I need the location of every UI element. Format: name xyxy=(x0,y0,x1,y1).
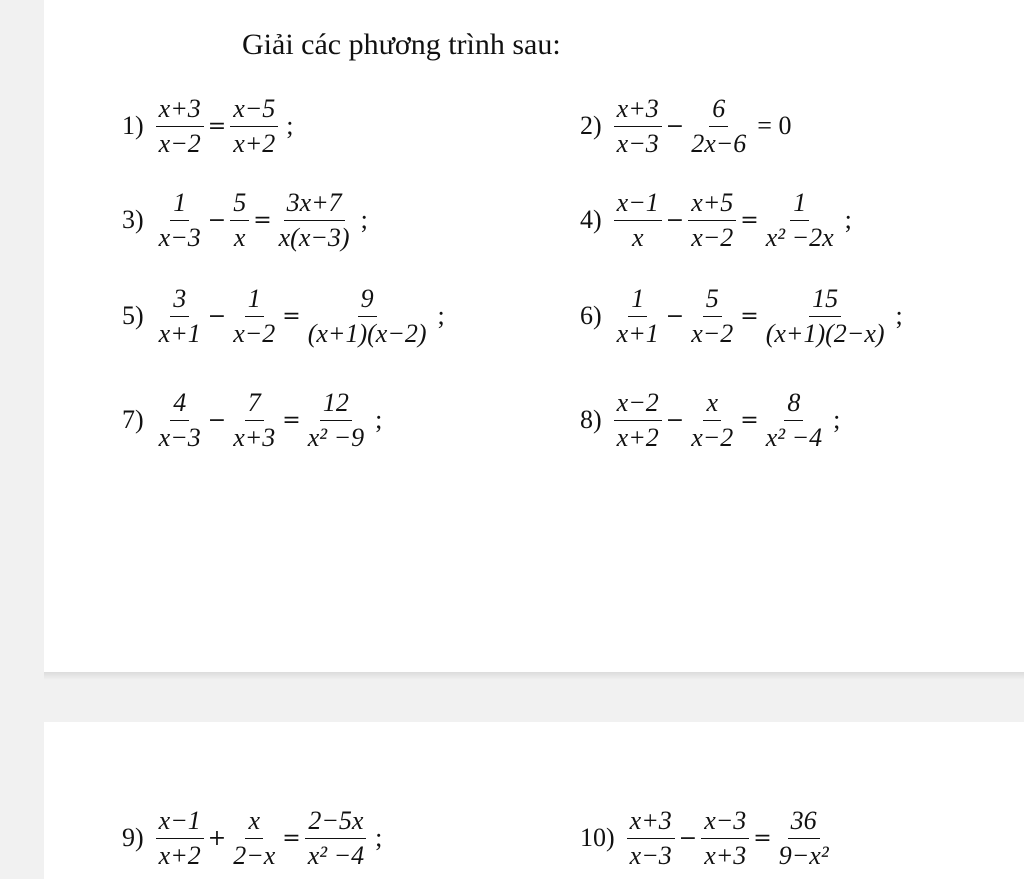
fraction xyxy=(763,388,825,453)
denominator: x+1 xyxy=(158,318,201,348)
fraction xyxy=(627,806,675,871)
equation-item xyxy=(580,388,840,453)
equation-tail: ; xyxy=(895,301,903,331)
numerator: x+5 xyxy=(688,188,736,221)
equation-number: 2) xyxy=(580,111,602,141)
fraction xyxy=(688,188,736,253)
fraction xyxy=(614,188,662,253)
fraction xyxy=(763,188,837,253)
numerator: 4 xyxy=(170,388,189,421)
equation-number: 3) xyxy=(122,205,144,235)
denominator: x² −4 xyxy=(307,840,365,870)
numerator: 3 xyxy=(170,284,189,317)
fraction xyxy=(156,94,204,159)
numerator: x xyxy=(703,388,721,421)
numerator: x+3 xyxy=(627,806,675,839)
denominator: x−2 xyxy=(691,422,734,452)
fraction xyxy=(763,284,888,349)
denominator: 9−x² xyxy=(778,840,829,870)
equation-item xyxy=(122,388,382,453)
fraction xyxy=(701,806,749,871)
equation-number: 10) xyxy=(580,823,615,853)
operator: = xyxy=(207,113,227,139)
denominator: x−3 xyxy=(158,222,201,252)
denominator: x xyxy=(233,222,246,252)
operator: + xyxy=(207,825,227,851)
operator: = xyxy=(753,825,772,851)
equation-item xyxy=(580,806,834,871)
equation-number: 5) xyxy=(122,301,144,331)
denominator: x² −9 xyxy=(307,422,365,452)
numerator: x−3 xyxy=(701,806,749,839)
fraction xyxy=(156,806,204,871)
numerator: 1 xyxy=(790,188,809,221)
fraction xyxy=(688,284,736,349)
numerator: x−1 xyxy=(614,188,662,221)
operator: − xyxy=(207,407,227,433)
denominator: 2x−6 xyxy=(691,128,747,158)
denominator: x+2 xyxy=(158,840,201,870)
fraction xyxy=(230,388,278,453)
operator: − xyxy=(665,303,685,329)
numerator: 1 xyxy=(170,188,189,221)
fraction xyxy=(614,284,662,349)
operator: − xyxy=(665,113,685,139)
numerator: 12 xyxy=(320,388,352,421)
equation-number: 4) xyxy=(580,205,602,235)
denominator: x+2 xyxy=(616,422,659,452)
numerator: x−2 xyxy=(614,388,662,421)
equation-tail: ; xyxy=(833,405,841,435)
equation-item xyxy=(580,284,903,349)
fraction xyxy=(688,388,736,453)
numerator: 3x+7 xyxy=(284,188,345,221)
denominator: (x+1)(2−x) xyxy=(765,318,885,348)
denominator: x−2 xyxy=(691,222,734,252)
page-separator xyxy=(44,672,1024,680)
denominator: x−3 xyxy=(629,840,672,870)
operator: − xyxy=(665,407,685,433)
equation-tail: ; xyxy=(844,205,852,235)
fraction xyxy=(305,388,367,453)
numerator: 1 xyxy=(245,284,264,317)
equation-number: 9) xyxy=(122,823,144,853)
operator: = xyxy=(282,825,301,851)
denominator: x² −2x xyxy=(765,222,834,252)
equation-tail: ; xyxy=(360,205,368,235)
operator: − xyxy=(207,207,227,233)
denominator: x+1 xyxy=(616,318,659,348)
equation-item xyxy=(122,94,294,159)
numerator: x−1 xyxy=(156,806,204,839)
numerator: 36 xyxy=(788,806,820,839)
denominator: x xyxy=(631,222,644,252)
equation-tail: ; xyxy=(286,111,294,141)
fraction xyxy=(688,94,749,159)
operator: = xyxy=(740,207,759,233)
operator: − xyxy=(207,303,227,329)
equation-tail: ; xyxy=(437,301,445,331)
numerator: 9 xyxy=(358,284,377,317)
fraction xyxy=(305,284,430,349)
page-heading: Giải các phương trình sau: xyxy=(242,28,561,61)
denominator: x² −4 xyxy=(765,422,823,452)
numerator: 1 xyxy=(628,284,647,317)
equation-number: 8) xyxy=(580,405,602,435)
fraction xyxy=(230,188,249,253)
fraction xyxy=(156,284,204,349)
operator: = xyxy=(740,407,759,433)
fraction xyxy=(230,806,278,871)
fraction xyxy=(156,188,204,253)
numerator: 7 xyxy=(245,388,264,421)
equation-item xyxy=(122,806,382,871)
equation-item xyxy=(122,284,445,349)
fraction xyxy=(614,94,662,159)
denominator: 2−x xyxy=(233,840,276,870)
numerator: 2−5x xyxy=(305,806,366,839)
equation-tail: ; xyxy=(375,405,383,435)
fraction xyxy=(230,94,278,159)
denominator: (x+1)(x−2) xyxy=(307,318,427,348)
fraction xyxy=(230,284,278,349)
fraction xyxy=(614,388,662,453)
operator: = xyxy=(282,303,301,329)
fraction xyxy=(276,188,353,253)
equation-item xyxy=(580,188,852,253)
denominator: x+3 xyxy=(704,840,747,870)
operator: = xyxy=(253,207,272,233)
equation-number: 7) xyxy=(122,405,144,435)
denominator: x+3 xyxy=(233,422,276,452)
numerator: 5 xyxy=(703,284,722,317)
denominator: x−2 xyxy=(158,128,201,158)
numerator: x+3 xyxy=(614,94,662,127)
operator: − xyxy=(665,207,685,233)
denominator: x−3 xyxy=(158,422,201,452)
equation-number: 6) xyxy=(580,301,602,331)
numerator: 6 xyxy=(709,94,728,127)
numerator: 15 xyxy=(809,284,841,317)
denominator: x−3 xyxy=(616,128,659,158)
fraction xyxy=(156,388,204,453)
numerator: x xyxy=(245,806,263,839)
equation-item xyxy=(580,94,791,159)
numerator: x−5 xyxy=(230,94,278,127)
numerator: 8 xyxy=(784,388,803,421)
equation-tail: = 0 xyxy=(757,111,792,141)
fraction xyxy=(776,806,832,871)
operator: − xyxy=(678,825,698,851)
denominator: x−2 xyxy=(691,318,734,348)
numerator: 5 xyxy=(230,188,249,221)
denominator: x−2 xyxy=(233,318,276,348)
equation-item xyxy=(122,188,368,253)
denominator: x+2 xyxy=(233,128,276,158)
denominator: x(x−3) xyxy=(278,222,350,252)
numerator: x+3 xyxy=(156,94,204,127)
operator: = xyxy=(740,303,759,329)
operator: = xyxy=(282,407,301,433)
fraction xyxy=(305,806,367,871)
equation-number: 1) xyxy=(122,111,144,141)
equation-tail: ; xyxy=(375,823,383,853)
